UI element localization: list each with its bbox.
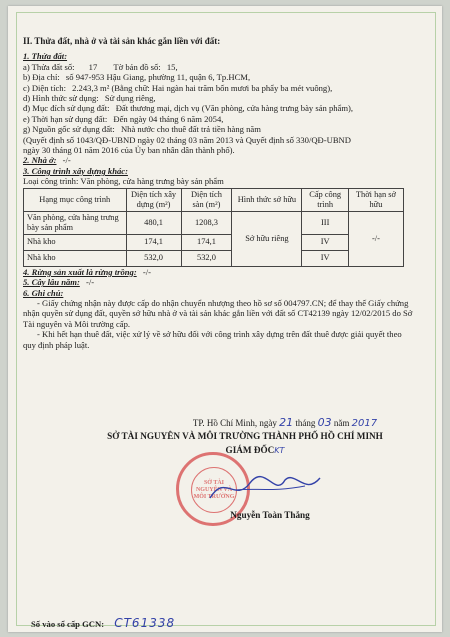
table-row: Nhà kho 174,1 174,1 IV	[24, 234, 404, 250]
map-sheet-number: 15,	[166, 61, 178, 72]
notes-block	[23, 298, 415, 350]
land-purpose-line: đ) Mục đích sử dụng đất: Đất thương mại, dịch vụ (Văn phòng, cửa hàng trưng bày sản phẩm),	[23, 103, 354, 114]
land-usage-form-line: d) Hình thức sử dụng: Sử dụng riêng,	[23, 93, 156, 104]
forest-line: 4. Rừng sản xuất là rừng trồng: -/-	[23, 266, 151, 277]
notes-heading: 6. Ghi chú:	[23, 287, 64, 298]
table-row: Văn phòng, cửa hàng trưng bày sản phẩm 480,1 1208,3 Sở hữu riêng III -/-	[24, 211, 404, 234]
land-term-line: e) Thời hạn sử dụng đất: Đến ngày 04 tháng 6 năm 2054,	[23, 113, 224, 124]
header-item: Hạng mục công trình	[24, 188, 127, 211]
signing-month: 03	[317, 416, 332, 429]
land-heading: 1. Thửa đất:	[23, 51, 68, 62]
seal-inner: SỞ TÀI NGUYÊN VÀ MÔI TRƯỜNG	[191, 467, 237, 513]
construction-table	[23, 188, 404, 267]
register-number: CT61338	[114, 616, 176, 630]
parcel-number: 17	[88, 61, 98, 72]
header-term: Thời hạn sở hữu	[348, 188, 403, 211]
ownership-cell: Sở hữu riêng	[232, 211, 302, 266]
signing-date: TP. Hồ Chí Minh, ngày 21 tháng 03 năm 2017	[192, 416, 378, 429]
header-grade: Cấp công trình	[302, 188, 348, 211]
land-parcel-line: a) Thửa đất số: 17 Tờ bản đồ số: 15,	[23, 61, 178, 72]
header-floor-area: Diện tích sàn (m²)	[181, 188, 232, 211]
land-origin-extra-1: (Quyết định số 1043/QĐ-UBND ngày 02 tháng 03 năm 2013 và Quyết định số 330/QĐ-UBND	[23, 134, 351, 145]
position-title: GIÁM ĐỐCKT	[225, 445, 285, 455]
signature-scribble	[205, 468, 325, 508]
signing-day: 21	[279, 416, 294, 429]
table-row: Nhà kho 532,0 532,0 IV	[24, 250, 404, 266]
construction-heading: 3. Công trình xây dựng khác:	[23, 165, 128, 176]
land-area-line: c) Diện tích: 2.243,3 m² (Bằng chữ: Hai ngàn hai trăm bốn mươi ba phẩy ba mét vuông),	[23, 82, 333, 93]
document-content	[23, 36, 415, 350]
position-mark: KT	[274, 446, 285, 455]
section-title: II. Thửa đất, nhà ở và tài sản khác gắn liền với đất:	[23, 36, 221, 46]
note-paragraph-2: - Khi hết hạn thuê đất, việc xử lý về sở hữu đối với công trình xây dựng trên đất thuê được giải quyết theo quy định pháp luật.	[23, 329, 402, 350]
land-address: số 947-953 Hậu Giang, phường 11, quận 6, Tp.HCM,	[65, 72, 251, 83]
construction-type-line: Loại công trình: Văn phòng, cửa hàng trưng bày sản phẩm	[23, 176, 224, 187]
register-label: Số vào sổ cấp GCN:	[31, 619, 105, 629]
land-origin-line: g) Nguồn gốc sử dụng đất: Nhà nước cho thuê đất trả tiền hàng năm	[23, 124, 261, 135]
header-ownership: Hình thức sở hữu	[232, 188, 302, 211]
perennial-line: 5. Cây lâu năm: -/-	[23, 277, 95, 288]
land-area: 2.243,3 m² (Bằng chữ: Hai ngàn hai trăm bốn mươi ba phẩy ba mét vuông),	[72, 82, 333, 93]
table-header-row	[24, 188, 404, 211]
signing-year: 2017	[351, 418, 378, 429]
note-paragraph-1: - Giấy chứng nhận này được cấp do nhận chuyển nhượng theo hồ sơ số 004797.CN; để thay thế Giấy chứng nhận quyền sử dụng đất, quyền sở hữu nhà ở và tài sản khác gắn liền với đất số CT42139 ngày 12/02/2015 do Sở Tài nguyên và Môi trường cấp.	[23, 297, 413, 329]
footer-register	[31, 616, 175, 630]
signer-name: Nguyễn Toàn Thắng	[230, 510, 310, 520]
house-line: 2. Nhà ở: -/-	[23, 155, 71, 166]
land-address-line: b) Địa chỉ: số 947-953 Hậu Giang, phường 11, quận 6, Tp.HCM,	[23, 72, 251, 83]
issuing-authority: SỞ TÀI NGUYÊN VÀ MÔI TRƯỜNG THÀNH PHỐ HỒ CHÍ MINH	[107, 431, 383, 441]
land-origin-extra-2: ngày 30 tháng 01 năm 2016 của Ủy ban nhân dân thành phố).	[23, 145, 235, 156]
header-built-area: Diện tích xây dựng (m²)	[126, 188, 181, 211]
term-cell: -/-	[348, 211, 403, 266]
